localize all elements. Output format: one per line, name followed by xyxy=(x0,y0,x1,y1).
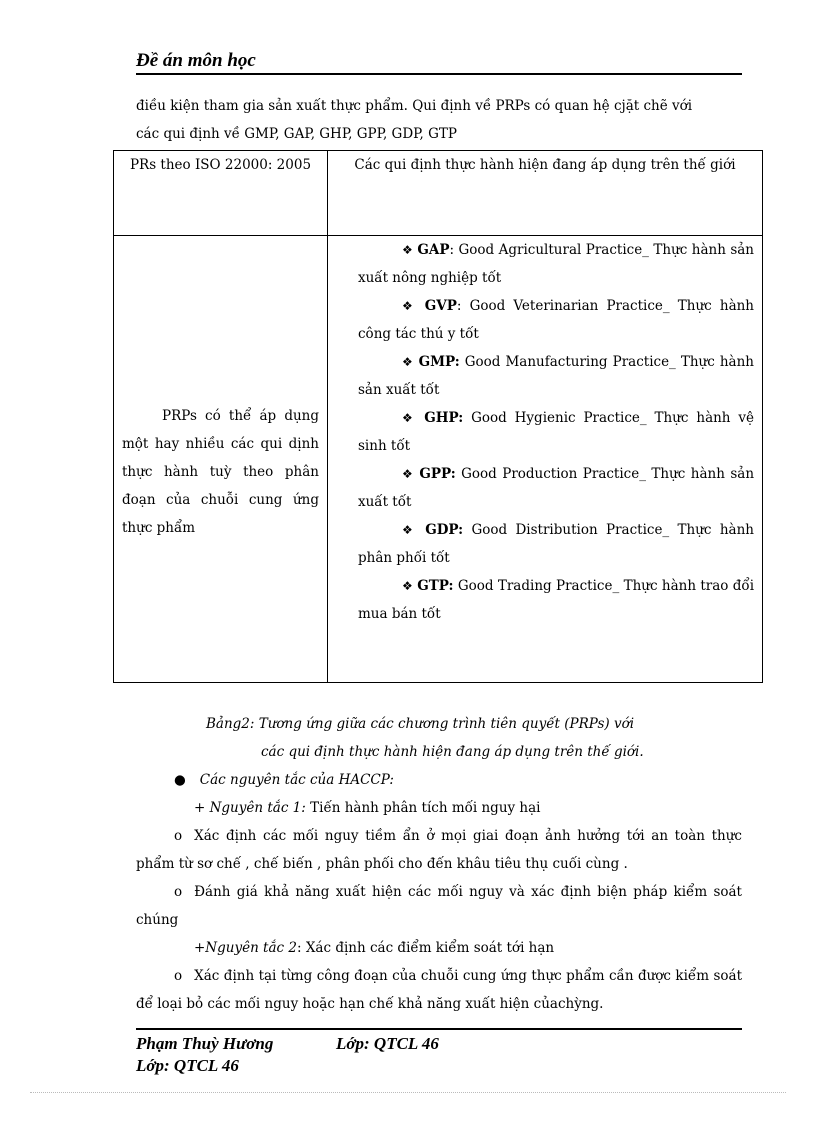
practice-item xyxy=(358,292,754,348)
principle-1-text: Tiến hành phân tích mối nguy hại xyxy=(305,800,541,816)
practice-text: Good Veterinarian Practice_ Thực hành công tác thú y tốt xyxy=(358,298,755,342)
bullet-dot-icon: ● xyxy=(174,772,186,788)
practice-list xyxy=(328,236,762,628)
diamond-bullet-icon: ❖ xyxy=(402,243,413,257)
table-header-row xyxy=(114,151,763,236)
table-header-col2: Các qui định thực hành hiện đang áp dụng trên thế giới xyxy=(328,151,763,236)
intro-paragraph xyxy=(136,92,742,148)
caption-line-1: Bảng2: Tương ứng giữa các chương trình tiên quyết (PRPs) với xyxy=(206,716,635,732)
diamond-bullet-icon: ❖ xyxy=(402,467,414,481)
practice-code: GVP xyxy=(424,298,457,314)
prp-table xyxy=(113,150,763,683)
practice-sep xyxy=(463,410,471,426)
haccp-heading-text: Các nguyên tắc của HACCP: xyxy=(199,772,394,788)
diamond-bullet-icon: ❖ xyxy=(402,579,413,593)
practice-code: GDP: xyxy=(425,522,464,538)
principle-1-item-2 xyxy=(136,878,742,934)
prp-description: PRPs có thể áp dụng một hay nhiều các qui dịnh thực hành tuỳ theo phân đoạn của chuỗi cung ứng thực phẩm xyxy=(122,408,319,536)
diamond-bullet-icon: ❖ xyxy=(402,411,417,425)
principle-2-text: : Xác định các điểm kiểm soát tới hạn xyxy=(296,940,555,956)
principle-2-label: +Nguyên tắc 2 xyxy=(194,940,297,956)
practice-code: GPP: xyxy=(419,466,456,482)
practice-text: Good Distribution Practice_ Thực hành phân phối tốt xyxy=(358,522,754,566)
header-rule xyxy=(136,73,742,75)
principle-1-label: + Nguyên tắc 1: xyxy=(194,800,306,816)
practice-code: GAP xyxy=(417,242,450,258)
circle-bullet-icon: o xyxy=(174,884,183,900)
table-caption xyxy=(136,710,742,766)
principle-1-item-2-text: Đánh giá khả năng xuất hiện các mối nguy và xác định biện pháp kiểm soát chúng xyxy=(136,884,742,928)
footer-class: Lớp: QTCL 46 xyxy=(336,1034,439,1053)
practice-code: GHP: xyxy=(424,410,464,426)
intro-line-1: điều kiện tham gia sản xuất thực phẩm. Qui định về PRPs có quan hệ cjặt chẽ với xyxy=(136,98,693,114)
practice-item xyxy=(358,236,754,292)
practice-item xyxy=(358,460,754,516)
table-header-col1: PRs theo ISO 22000: 2005 xyxy=(114,151,328,236)
practice-item xyxy=(358,572,754,628)
diamond-bullet-icon: ❖ xyxy=(402,355,414,369)
footer-rule xyxy=(136,1028,742,1030)
table-body-row xyxy=(114,236,763,683)
table-body-col2 xyxy=(328,236,763,683)
diamond-bullet-icon: ❖ xyxy=(402,523,417,537)
practice-text: Good Trading Practice_ Thực hành trao đổi mua bán tốt xyxy=(358,578,755,622)
practice-item xyxy=(358,516,754,572)
intro-line-2: các qui định về GMP, GAP, GHP, GPP, GDP, GTP xyxy=(136,126,457,142)
table-body-col1 xyxy=(114,236,328,683)
caption-line-2: các qui định thực hành hiện đang áp dụng trên thế giới. xyxy=(261,744,644,760)
practice-text: Good Agricultural Practice_ Thực hành sản xuất nông nghiệp tốt xyxy=(358,242,755,286)
page-edge-divider xyxy=(30,1092,786,1093)
principle-1-item-1-text: Xác định các mối nguy tiềm ẩn ở mọi giai đoạn ảnh hưởng tới an toàn thực phẩm từ sơ chế , chế biến , phân phối cho đến khâu tiêu thụ cuối cùng . xyxy=(136,828,742,872)
footer-author: Phạm Thuỳ Hương xyxy=(136,1034,274,1053)
page-footer xyxy=(136,1033,439,1077)
footer-class-2: Lớp: QTCL 46 xyxy=(136,1056,239,1075)
practice-code: GTP: xyxy=(417,578,454,594)
principle-2 xyxy=(136,934,742,962)
principle-1-item-1 xyxy=(136,822,742,878)
principle-2-item-1 xyxy=(136,962,742,1018)
practice-item xyxy=(358,348,754,404)
practice-sep: : xyxy=(456,298,470,314)
circle-bullet-icon: o xyxy=(174,968,183,984)
principle-1 xyxy=(136,794,742,822)
practice-code: GMP: xyxy=(418,354,460,370)
practice-text: Good Manufacturing Practice_ Thực hành sản xuất tốt xyxy=(358,354,754,398)
practice-text: Good Production Practice_ Thực hành sản xuất tốt xyxy=(358,466,755,510)
haccp-heading xyxy=(136,766,742,794)
page-header-title: Đề án môn học xyxy=(136,50,256,71)
practice-sep: : xyxy=(449,242,459,258)
practice-item xyxy=(358,404,754,460)
circle-bullet-icon: o xyxy=(174,828,183,844)
principle-2-item-1-text: Xác định tại từng công đoạn của chuỗi cung ứng thực phẩm cần được kiểm soát để loại bỏ các mối nguy hoặc hạn chế khả năng xuất hiện củachỳng. xyxy=(136,968,742,1012)
diamond-bullet-icon: ❖ xyxy=(402,299,417,313)
haccp-section xyxy=(136,766,742,1018)
practice-text: Good Hygienic Practice_ Thực hành vệ sinh tốt xyxy=(358,410,755,454)
